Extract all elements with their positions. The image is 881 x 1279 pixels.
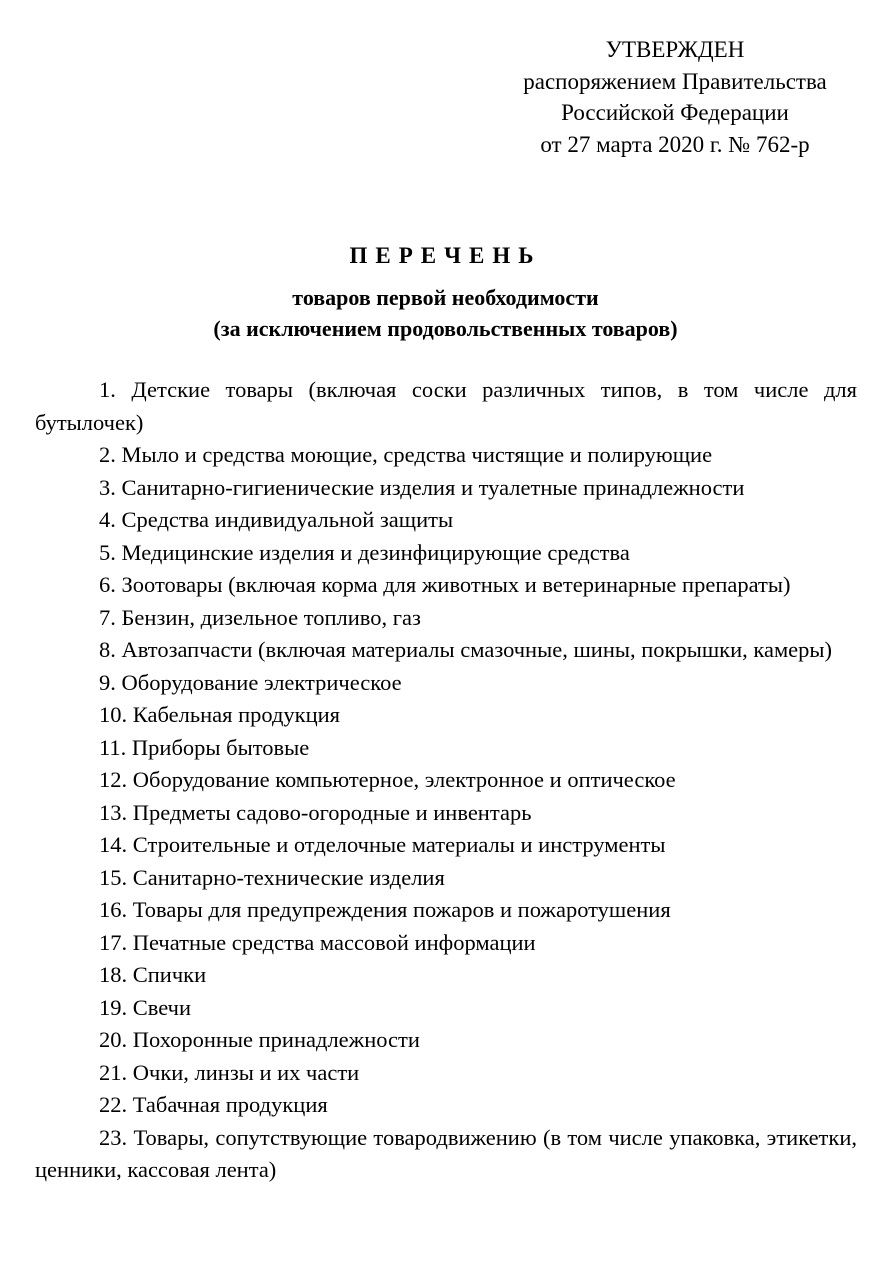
list-item-number: 13.: [99, 799, 128, 825]
list-item: [35, 862, 857, 895]
list-item-number: 18.: [99, 962, 128, 987]
list-item: [35, 1057, 857, 1090]
list-item-text: Кабельная продукция: [132, 702, 341, 727]
list-item-text: Табачная продукция: [132, 1092, 328, 1117]
list-item-text: Зоотовары (включая корма для животных и ветеринарные препараты): [121, 572, 791, 597]
list-item: [35, 1024, 857, 1057]
list-item: [35, 634, 857, 667]
list-item-text: Оборудование компьютерное, электронное и оптическое: [132, 767, 676, 792]
list-item-number: 22.: [99, 1092, 128, 1117]
list-item-text: Приборы бытовые: [131, 734, 310, 760]
list-item-text: Оборудование электрическое: [121, 669, 402, 695]
list-item-text: Автозапчасти (включая материалы смазочные, шины, покрышки, камеры): [121, 637, 833, 662]
list-item-number: 14.: [99, 832, 128, 857]
list-item-number: 7.: [99, 604, 116, 630]
list-item-text: Похоронные принадлежности: [132, 1027, 420, 1052]
list-item-number: 10.: [99, 702, 128, 727]
list-item: [35, 699, 857, 732]
list-item-text: Предметы садово-огородные и инвентарь: [132, 799, 532, 825]
list-item: [35, 797, 857, 830]
list-item: [35, 992, 857, 1025]
list-item-number: 6.: [99, 572, 116, 597]
list-item: [35, 472, 857, 505]
list-item: [35, 374, 857, 439]
subtitle-line-2: (за исключением продовольственных товаров): [213, 316, 678, 341]
list-item: [35, 504, 857, 537]
list-item-number: 3.: [99, 474, 116, 500]
list-item-number: 11.: [99, 734, 127, 760]
list-item-text: Средства индивидуальной защиты: [121, 507, 454, 532]
list-item-text: Бензин, дизельное топливо, газ: [121, 604, 421, 630]
list-item: [35, 1089, 857, 1122]
list-item-text: Товары для предупреждения пожаров и пожаротушения: [132, 897, 671, 922]
list-item-number: 16.: [99, 897, 128, 922]
subtitle-line-1: товаров первой необходимости: [292, 285, 599, 310]
list-item-text: Товары, сопутствующие товародвижению (в том числе упаковка, этикетки, ценники, кассовая лента): [35, 1124, 857, 1182]
list-item-number: 9.: [99, 669, 116, 695]
approval-date-number: от 27 марта 2020 г. № 762-р: [540, 131, 810, 157]
list-item: [35, 1122, 857, 1187]
list-item-text: Свечи: [132, 994, 192, 1020]
list-item-text: Медицинские изделия и дезинфицирующие средства: [121, 539, 630, 565]
list-item-number: 20.: [99, 1027, 128, 1052]
list-item: [35, 439, 857, 472]
approval-stamp: [490, 34, 860, 160]
approval-country: Российской Федерации: [561, 100, 789, 125]
list-item-number: 21.: [99, 1059, 128, 1085]
list-item: [35, 829, 857, 862]
list-item-number: 8.: [99, 637, 116, 662]
list-item-number: 17.: [99, 929, 128, 955]
approval-heading: УТВЕРЖДЕН: [605, 37, 745, 62]
list-item: [35, 959, 857, 992]
list-item: [35, 569, 857, 602]
list-item-number: 15.: [99, 864, 128, 890]
list-item: [35, 894, 857, 927]
list-item: [35, 667, 857, 700]
list-item-text: Санитарно-гигиенические изделия и туалетные принадлежности: [121, 474, 745, 500]
list-item-text: Санитарно-технические изделия: [132, 864, 445, 890]
list-item-number: 1.: [99, 377, 116, 402]
list-item-number: 19.: [99, 994, 128, 1020]
list-item-number: 4.: [99, 507, 116, 532]
list-item: [35, 602, 857, 635]
approval-authority: распоряжением Правительства: [523, 68, 827, 94]
document-title: ПЕРЕЧЕНЬ: [349, 243, 542, 268]
list-item-number: 23.: [99, 1124, 128, 1150]
list-item-text: Строительные и отделочные материалы и инструменты: [132, 832, 666, 857]
goods-list: [35, 374, 857, 1187]
list-item-number: 12.: [99, 767, 128, 792]
list-item-text: Детские товары (включая соски различных типов, в том числе для бутылочек): [35, 377, 858, 435]
list-item-text: Мыло и средства моющие, средства чистящие и полирующие: [121, 442, 713, 467]
list-item: [35, 537, 857, 570]
list-item-number: 5.: [99, 539, 116, 565]
list-item-text: Печатные средства массовой информации: [132, 929, 536, 955]
list-item: [35, 764, 857, 797]
list-item: [35, 732, 857, 765]
list-item-text: Очки, линзы и их части: [132, 1059, 360, 1085]
list-item-text: Спички: [132, 962, 207, 987]
list-item-number: 2.: [99, 442, 116, 467]
list-item: [35, 927, 857, 960]
document-subtitle: [0, 282, 881, 344]
